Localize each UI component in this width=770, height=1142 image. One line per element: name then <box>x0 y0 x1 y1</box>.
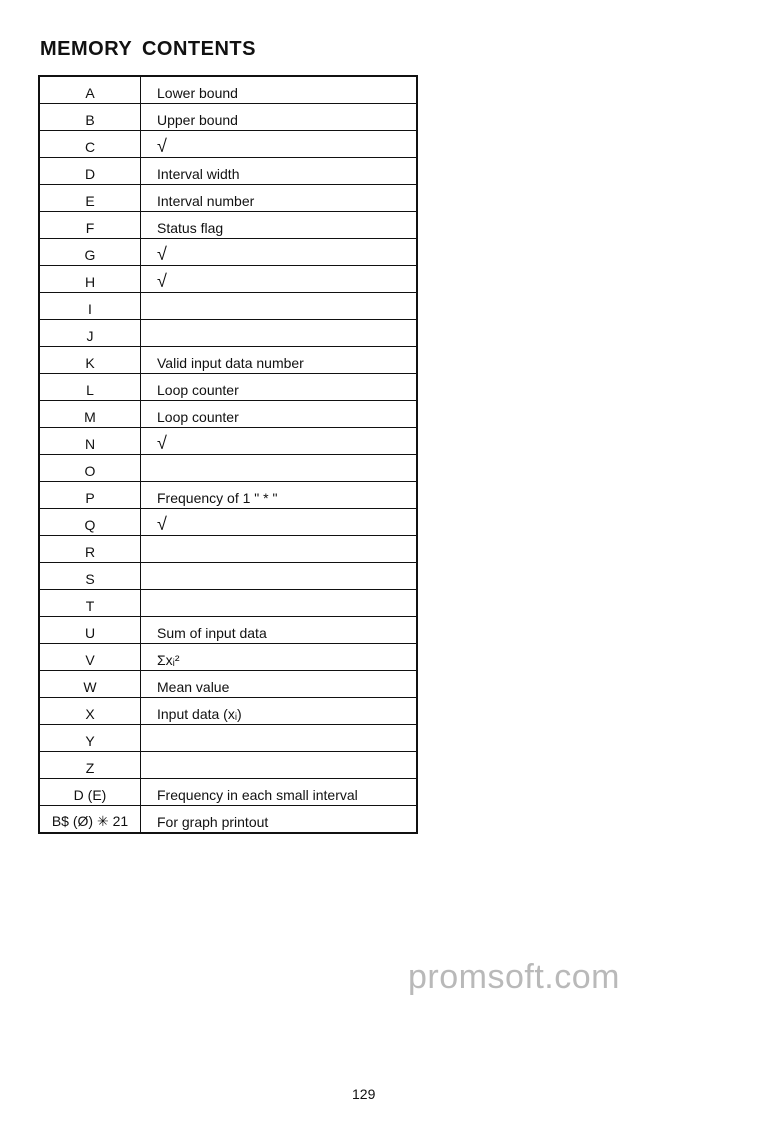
page-title: MEMORY CONTENTS <box>40 38 256 60</box>
memory-description-cell <box>141 455 418 482</box>
memory-description-cell: Input data (xᵢ) <box>141 698 418 725</box>
memory-variable-cell: S <box>39 563 141 590</box>
memory-description-cell <box>141 590 418 617</box>
memory-variable-cell: Q <box>39 509 141 536</box>
table-row <box>39 320 417 347</box>
memory-description-cell: Loop counter <box>141 374 418 401</box>
watermark-text: promsoft.com <box>408 958 620 996</box>
memory-description-cell: Σxᵢ² <box>141 644 418 671</box>
memory-description-cell: Lower bound <box>141 76 418 104</box>
memory-description-cell: Upper bound <box>141 104 418 131</box>
table-row <box>39 374 417 401</box>
table-row <box>39 671 417 698</box>
memory-description-cell: Interval number <box>141 185 418 212</box>
memory-variable-cell: L <box>39 374 141 401</box>
memory-description-cell <box>141 536 418 563</box>
memory-variable-cell: I <box>39 293 141 320</box>
table-row <box>39 455 417 482</box>
table-row <box>39 617 417 644</box>
memory-variable-cell: B <box>39 104 141 131</box>
memory-description-cell <box>141 725 418 752</box>
memory-variable-cell: W <box>39 671 141 698</box>
check-mark-icon: √ <box>141 239 418 266</box>
memory-variable-cell: R <box>39 536 141 563</box>
table-row <box>39 401 417 428</box>
memory-description-cell: Status flag <box>141 212 418 239</box>
check-mark-icon: √ <box>141 131 418 158</box>
memory-variable-cell: O <box>39 455 141 482</box>
table-row <box>39 212 417 239</box>
memory-description-cell: Interval width <box>141 158 418 185</box>
memory-variable-cell: A <box>39 76 141 104</box>
table-row <box>39 752 417 779</box>
memory-variable-cell: X <box>39 698 141 725</box>
table-row <box>39 563 417 590</box>
check-mark-icon: √ <box>141 428 418 455</box>
memory-variable-cell: C <box>39 131 141 158</box>
memory-description-cell <box>141 320 418 347</box>
memory-variable-cell: V <box>39 644 141 671</box>
memory-variable-cell: D (E) <box>39 779 141 806</box>
table-row <box>39 185 417 212</box>
memory-variable-cell: B$ (Ø) ✳ 21 <box>39 806 141 834</box>
memory-variable-cell: M <box>39 401 141 428</box>
table-row <box>39 644 417 671</box>
table-row <box>39 104 417 131</box>
memory-variable-cell: T <box>39 590 141 617</box>
memory-variable-cell: U <box>39 617 141 644</box>
memory-variable-cell: F <box>39 212 141 239</box>
table-row <box>39 590 417 617</box>
memory-description-cell: Valid input data number <box>141 347 418 374</box>
memory-variable-cell: N <box>39 428 141 455</box>
table-row <box>39 482 417 509</box>
memory-description-cell: Frequency in each small interval <box>141 779 418 806</box>
table-row <box>39 698 417 725</box>
page-number: 129 <box>352 1086 376 1102</box>
table-body <box>39 76 417 833</box>
table-row <box>39 293 417 320</box>
memory-variable-cell: Y <box>39 725 141 752</box>
table-row <box>39 76 417 104</box>
table-row <box>39 536 417 563</box>
check-mark-icon: √ <box>141 266 418 293</box>
table-row <box>39 806 417 834</box>
table-row <box>39 779 417 806</box>
memory-variable-cell: J <box>39 320 141 347</box>
table-row <box>39 347 417 374</box>
table-row <box>39 725 417 752</box>
memory-variable-cell: G <box>39 239 141 266</box>
memory-variable-cell: H <box>39 266 141 293</box>
table-row <box>39 266 417 293</box>
memory-description-cell: Frequency of 1 " * " <box>141 482 418 509</box>
memory-description-cell: Mean value <box>141 671 418 698</box>
table-row <box>39 509 417 536</box>
memory-description-cell <box>141 563 418 590</box>
table-row <box>39 158 417 185</box>
memory-contents-table <box>38 75 418 834</box>
memory-description-cell: Sum of input data <box>141 617 418 644</box>
memory-description-cell <box>141 293 418 320</box>
check-mark-icon: √ <box>141 509 418 536</box>
memory-description-cell <box>141 752 418 779</box>
memory-description-cell: Loop counter <box>141 401 418 428</box>
memory-description-cell: For graph printout <box>141 806 418 834</box>
memory-variable-cell: K <box>39 347 141 374</box>
table-row <box>39 131 417 158</box>
memory-variable-cell: Z <box>39 752 141 779</box>
table-row <box>39 428 417 455</box>
memory-variable-cell: D <box>39 158 141 185</box>
memory-variable-cell: E <box>39 185 141 212</box>
memory-variable-cell: P <box>39 482 141 509</box>
table-row <box>39 239 417 266</box>
